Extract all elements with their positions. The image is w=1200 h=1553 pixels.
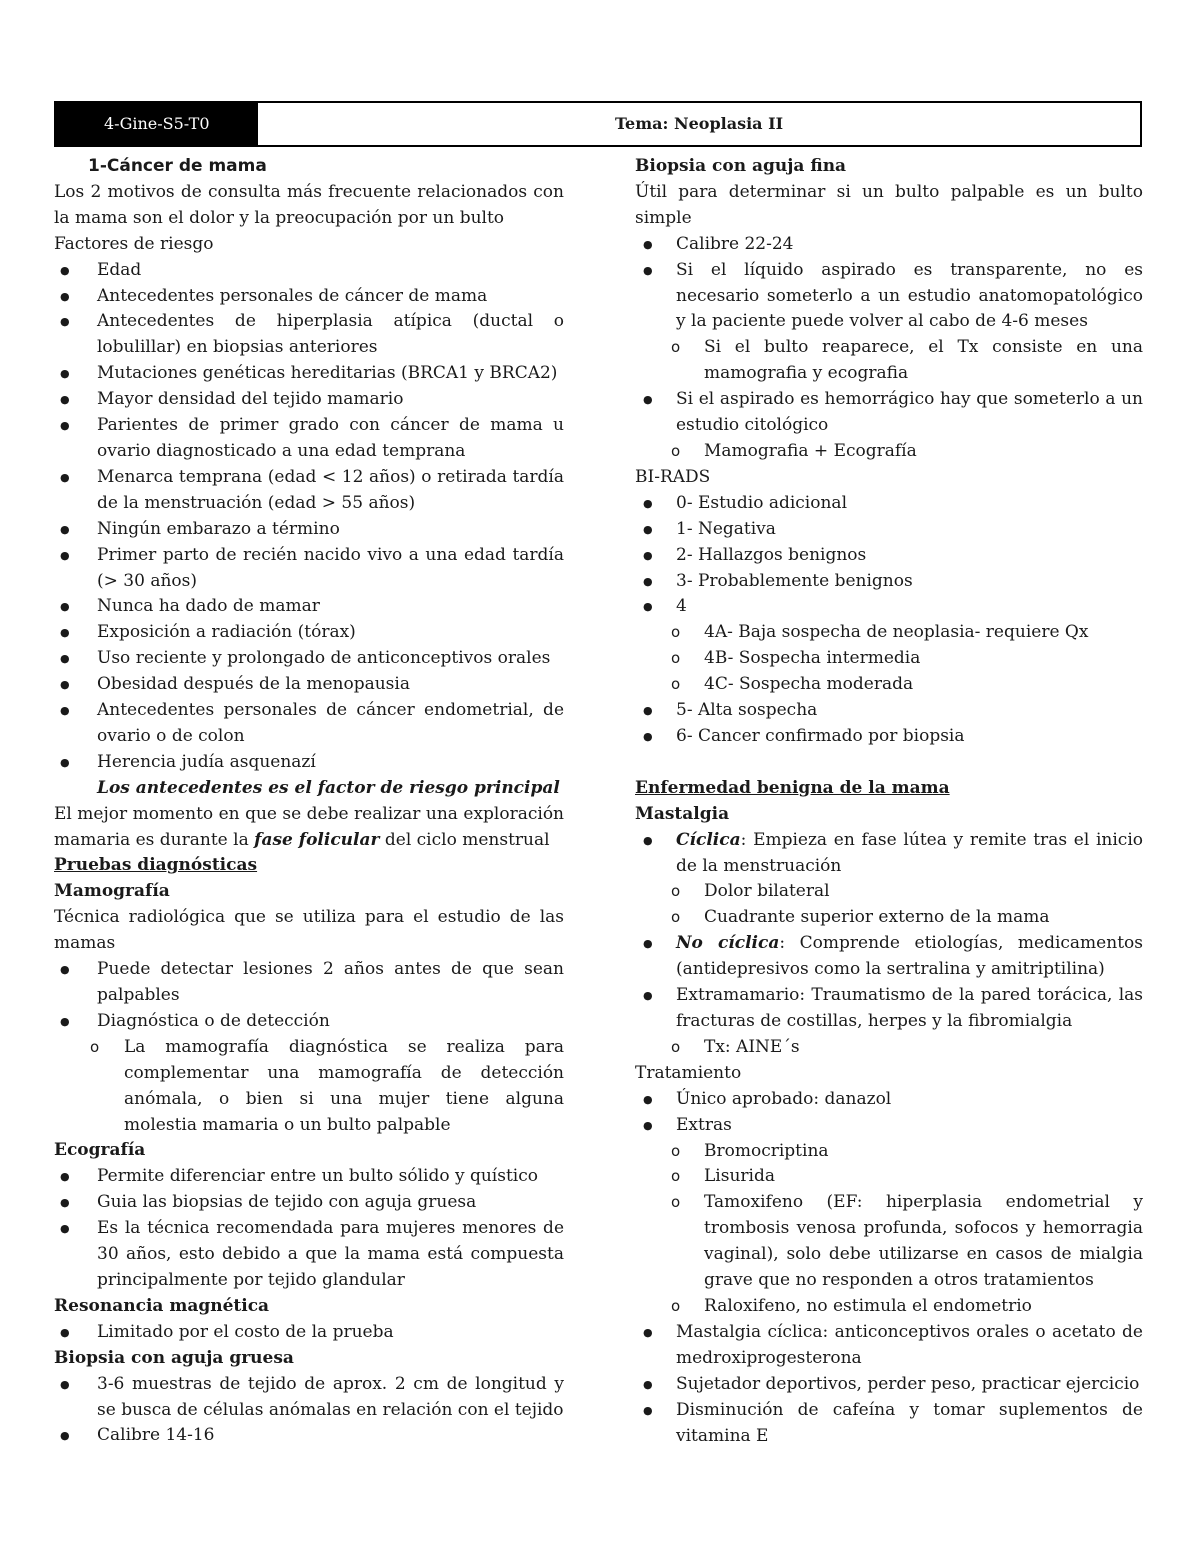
ecografia-heading: Ecografía: [54, 1140, 146, 1161]
document-code: 4-Gine-S5-T0: [56, 103, 258, 145]
risk-item: ● Parientes de primer grado con cáncer de mama u ovario diagnosticado a una edad temprana: [54, 413, 564, 465]
tratamiento-item: ● Único aprobado: danazol: [635, 1087, 1143, 1113]
risk-item: ● Exposición a radiación (tórax): [54, 620, 564, 646]
exam-text-after: del ciclo menstrual: [379, 829, 550, 850]
birads-item: ● 3- Probablemente benignos: [635, 569, 1143, 595]
mamografia-subitem: o La mamografía diagnóstica se realiza para complementar una mamografía de detección anómala, o bien si una mujer tiene alguna molestia mamaria o un bulto palpable: [54, 1035, 564, 1139]
mamografia-item: ● Diagnóstica o de detección: [54, 1009, 564, 1035]
risk-item: ● Mayor densidad del tejido mamario: [54, 387, 564, 413]
risk-item: ● Primer parto de recién nacido vivo a una edad tardía (> 30 años): [54, 543, 564, 595]
document-topic: Tema: Neoplasia II: [614, 114, 784, 133]
exam-text-before: El mejor momento en que se debe realizar una exploración mamaria es durante la: [54, 803, 564, 850]
intro-paragraph: Los 2 motivos de consulta más frecuente relacionados con la mama son el dolor y la preocupación por un bulto: [54, 181, 564, 228]
birads-item: ● 2- Hallazgos benignos: [635, 543, 1143, 569]
mastalgia-item: ● Extramamario: Traumatismo de la pared torácica, las fracturas de costillas, herpes y la fibromialgia: [635, 983, 1143, 1035]
mamografia-description: Técnica radiológica que se utiliza para el estudio de las mamas: [54, 907, 564, 954]
birads-subitem: o 4C- Sospecha moderada: [635, 672, 1143, 698]
risk-item: ● Herencia judía asquenazí: [54, 750, 564, 776]
tratamiento-label: Tratamiento: [635, 1062, 742, 1083]
section-title-cancer: 1-Cáncer de mama: [88, 156, 267, 176]
mamografia-item: ● Puede detectar lesiones 2 años antes de que sean palpables: [54, 957, 564, 1009]
mastalgia-subitem: o Cuadrante superior externo de la mama: [635, 905, 1143, 931]
birads-subitem: o 4B- Sospecha intermedia: [635, 646, 1143, 672]
right-column: [635, 154, 1143, 1449]
risk-emphasis: Los antecedentes es el factor de riesgo principal: [97, 777, 560, 798]
biopsia-gruesa-heading: Biopsia con aguja gruesa: [54, 1347, 294, 1368]
mastalgia-subitem: o Tx: AINE´s: [635, 1035, 1143, 1061]
benigna-heading: Enfermedad benigna de la mama: [635, 777, 950, 798]
exam-phase: fase folicular: [254, 829, 380, 850]
risk-item: ● Antecedentes de hiperplasia atípica (ductal o lobulillar) en biopsias anteriores: [54, 309, 564, 361]
risk-item: ● Menarca temprana (edad < 12 años) o retirada tardía de la menstruación (edad > 55 años): [54, 465, 564, 517]
risk-item: ● Uso reciente y prolongado de anticonceptivos orales: [54, 646, 564, 672]
mastalgia-item: [635, 828, 1143, 880]
biopsia-fina-item: ● Si el líquido aspirado es transparente, no es necesario someterlo a un estudio anatomopatológico y la paciente puede volver al cabo de 4-6 meses: [635, 258, 1143, 336]
ecografia-item: ● Permite diferenciar entre un bulto sólido y quístico: [54, 1164, 564, 1190]
risk-factors-label: Factores de riesgo: [54, 233, 214, 254]
tratamiento-item: ● Mastalgia cíclica: anticonceptivos orales o acetato de medroxiprogesterona: [635, 1320, 1143, 1372]
birads-item: ● 1- Negativa: [635, 517, 1143, 543]
biopsia-gruesa-item: ● Calibre 14-16: [54, 1423, 564, 1449]
birads-item: ● 6- Cancer confirmado por biopsia: [635, 724, 1143, 750]
risk-item: ● Mutaciones genéticas hereditarias (BRCA1 y BRCA2): [54, 361, 564, 387]
birads-item: ● 0- Estudio adicional: [635, 491, 1143, 517]
nociclica-text: : Comprende etiologías, medicamentos (antidepresivos como la sertralina y amitriptilina): [676, 933, 1143, 980]
biopsia-fina-heading: Biopsia con aguja fina: [635, 156, 847, 176]
ciclica-text: : Empieza en fase lútea y remite tras el inicio de la menstruación: [676, 829, 1143, 876]
exam-paragraph: [54, 802, 564, 854]
tratamiento-item: ● Sujetador deportivos, perder peso, practicar ejercicio: [635, 1372, 1143, 1398]
mastalgia-item: [635, 931, 1143, 983]
document-header: [54, 101, 1142, 147]
resonancia-heading: Resonancia magnética: [54, 1295, 270, 1316]
biopsia-fina-subitem: o Mamografia + Ecografía: [635, 439, 1143, 465]
ecografia-item: ● Guia las biopsias de tejido con aguja gruesa: [54, 1190, 564, 1216]
risk-item: ● Antecedentes personales de cáncer endometrial, de ovario o de colon: [54, 698, 564, 750]
spacer: [635, 750, 1143, 776]
resonancia-item: ● Limitado por el costo de la prueba: [54, 1320, 564, 1346]
pruebas-heading: Pruebas diagnósticas: [54, 855, 258, 876]
biopsia-fina-item: ● Si el aspirado es hemorrágico hay que someterlo a un estudio citológico: [635, 387, 1143, 439]
tratamiento-item: ● Extras: [635, 1113, 1143, 1139]
mamografia-heading: Mamografía: [54, 881, 170, 902]
left-column: [54, 154, 564, 1449]
mastalgia-heading: Mastalgia: [635, 803, 730, 824]
biopsia-gruesa-item: ● 3-6 muestras de tejido de aprox. 2 cm de longitud y se busca de células anómalas en relación con el tejido: [54, 1372, 564, 1424]
ecografia-item: ● Es la técnica recomendada para mujeres menores de 30 años, esto debido a que la mama está compuesta principalmente por tejido glandular: [54, 1216, 564, 1294]
tratamiento-subitem: o Lisurida: [635, 1164, 1143, 1190]
risk-item: ● Edad: [54, 258, 564, 284]
tratamiento-subitem: o Raloxifeno, no estimula el endometrio: [635, 1294, 1143, 1320]
mastalgia-subitem: o Dolor bilateral: [635, 879, 1143, 905]
birads-item: ● 5- Alta sospecha: [635, 698, 1143, 724]
tratamiento-item: ● Disminución de cafeína y tomar suplementos de vitamina E: [635, 1398, 1143, 1450]
tratamiento-subitem: o Tamoxifeno (EF: hiperplasia endometrial y trombosis venosa profunda, sofocos y hemorragia vaginal), solo debe utilizarse en casos de mialgia grave que no responden a otros tratamientos: [635, 1190, 1143, 1294]
biopsia-fina-item: ● Calibre 22-24: [635, 232, 1143, 258]
tratamiento-subitem: o Bromocriptina: [635, 1139, 1143, 1165]
ciclica-term: Cíclica: [676, 829, 741, 850]
biopsia-fina-description: Útil para determinar si un bulto palpable es un bulto simple: [635, 181, 1143, 228]
risk-item: ● Nunca ha dado de mamar: [54, 594, 564, 620]
biopsia-fina-subitem: o Si el bulto reaparece, el Tx consiste en una mamografia y ecografia: [635, 335, 1143, 387]
birads-subitem: o 4A- Baja sospecha de neoplasia- requiere Qx: [635, 620, 1143, 646]
risk-item: ● Ningún embarazo a término: [54, 517, 564, 543]
birads-label: BI-RADS: [635, 466, 711, 487]
risk-item: ● Obesidad después de la menopausia: [54, 672, 564, 698]
birads-item: ● 4: [635, 594, 1143, 620]
nociclica-term: No cíclica: [676, 933, 780, 954]
risk-item: ● Antecedentes personales de cáncer de mama: [54, 284, 564, 310]
